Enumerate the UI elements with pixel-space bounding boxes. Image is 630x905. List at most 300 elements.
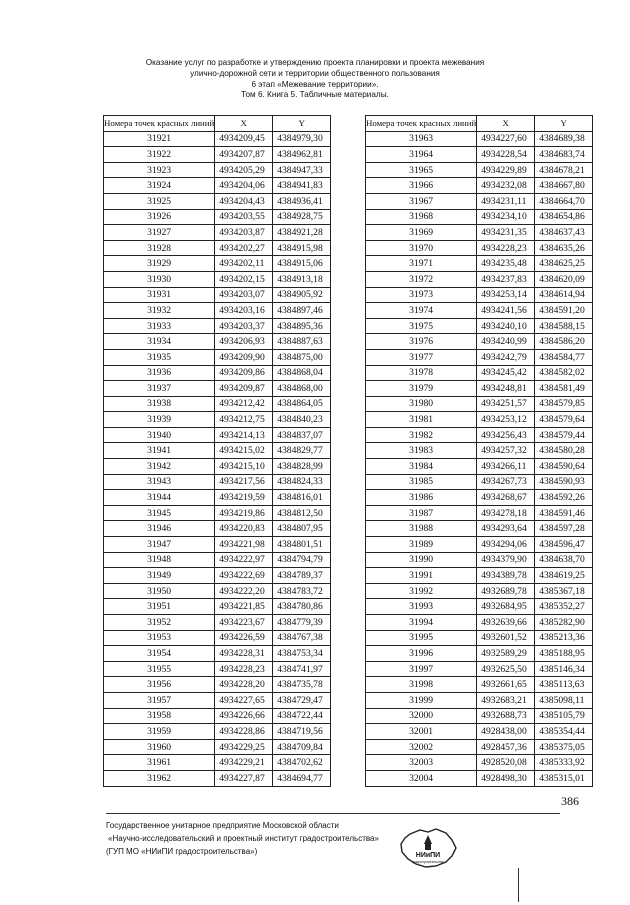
cell-point-number: 31940 (104, 427, 215, 443)
cell-point-number: 31954 (104, 646, 215, 662)
cell-point-number: 31949 (104, 568, 215, 584)
cell-x: 4934203,07 (215, 287, 273, 303)
cell-point-number: 31974 (366, 303, 477, 319)
cell-point-number: 31978 (366, 365, 477, 381)
cell-y: 4385146,34 (535, 661, 593, 677)
cell-x: 4934222,97 (215, 552, 273, 568)
cell-y: 4384824,33 (273, 474, 331, 490)
cell-point-number: 31956 (104, 677, 215, 693)
cell-x: 4934220,83 (215, 521, 273, 537)
cell-x: 4934209,86 (215, 365, 273, 381)
cell-point-number: 31981 (366, 412, 477, 428)
header-line-2: улично-дорожной сети и территории общественного пользования (190, 68, 440, 78)
table-row (104, 615, 331, 631)
cell-x: 4934229,25 (215, 739, 273, 755)
cell-point-number: 31979 (366, 381, 477, 397)
cell-x: 4934215,10 (215, 459, 273, 475)
table-row (104, 349, 331, 365)
cell-point-number: 31922 (104, 147, 215, 163)
cell-point-number: 31983 (366, 443, 477, 459)
table-row (104, 630, 331, 646)
cell-y: 4384828,99 (273, 459, 331, 475)
cell-point-number: 31925 (104, 193, 215, 209)
institute-logo (396, 826, 460, 870)
table-row (104, 739, 331, 755)
cell-y: 4384868,00 (273, 381, 331, 397)
table-row (104, 427, 331, 443)
cell-point-number: 31989 (366, 537, 477, 553)
cell-point-number: 31950 (104, 583, 215, 599)
cell-x: 4934219,86 (215, 505, 273, 521)
cell-x: 4932684,95 (477, 599, 535, 615)
cell-x: 4934204,06 (215, 178, 273, 194)
cell-y: 4384905,92 (273, 287, 331, 303)
cell-point-number: 31939 (104, 412, 215, 428)
cell-x: 4934228,23 (477, 240, 535, 256)
cell-x: 4934253,12 (477, 412, 535, 428)
cell-point-number: 31991 (366, 568, 477, 584)
table-row (104, 240, 331, 256)
cell-point-number: 31941 (104, 443, 215, 459)
table-row (104, 490, 331, 506)
table-row (366, 303, 593, 319)
cell-point-number: 31992 (366, 583, 477, 599)
table-row (104, 537, 331, 553)
cell-y: 4384794,79 (273, 552, 331, 568)
cell-y: 4384625,25 (535, 256, 593, 272)
table-body-right (366, 131, 593, 786)
cell-y: 4384840,23 (273, 412, 331, 428)
cell-point-number: 31932 (104, 303, 215, 319)
cell-point-number: 31969 (366, 225, 477, 241)
table-row (104, 147, 331, 163)
cell-y: 4384864,05 (273, 396, 331, 412)
cell-x: 4934241,56 (477, 303, 535, 319)
cell-y: 4384915,06 (273, 256, 331, 272)
table-header-row (104, 116, 331, 132)
cell-point-number: 31964 (366, 147, 477, 163)
cell-x: 4934267,73 (477, 474, 535, 490)
cell-point-number: 31936 (104, 365, 215, 381)
cell-point-number: 31973 (366, 287, 477, 303)
table-row (366, 692, 593, 708)
cell-y: 4384619,25 (535, 568, 593, 584)
column-header-number: Номера точек красных линий (104, 116, 215, 132)
cell-x: 4934379,90 (477, 552, 535, 568)
cell-x: 4934242,79 (477, 349, 535, 365)
table-row (104, 552, 331, 568)
cell-x: 4934209,90 (215, 349, 273, 365)
table-row (104, 724, 331, 740)
cell-point-number: 31931 (104, 287, 215, 303)
cell-x: 4934203,87 (215, 225, 273, 241)
cell-y: 4384590,93 (535, 474, 593, 490)
cell-point-number: 31928 (104, 240, 215, 256)
cell-y: 4384581,49 (535, 381, 593, 397)
cell-x: 4932683,21 (477, 692, 535, 708)
cell-y: 4385105,79 (535, 708, 593, 724)
table-row (366, 724, 593, 740)
cell-x: 4934226,66 (215, 708, 273, 724)
table-header-row (366, 116, 593, 132)
cell-y: 4385333,92 (535, 755, 593, 771)
table-row (366, 287, 593, 303)
cell-x: 4934206,93 (215, 334, 273, 350)
table-row (104, 708, 331, 724)
footer-line-2: «Научно-исследовательский и проектный институт градостроительства» (108, 834, 379, 843)
cell-x: 4934227,65 (215, 692, 273, 708)
footer-line-1: Государственное унитарное предприятие Московской области (106, 821, 339, 830)
cell-y: 4385352,27 (535, 599, 593, 615)
cell-y: 4384654,86 (535, 209, 593, 225)
cell-point-number: 31982 (366, 427, 477, 443)
cell-x: 4934204,43 (215, 193, 273, 209)
table-row (104, 225, 331, 241)
cell-x: 4934228,20 (215, 677, 273, 693)
cell-x: 4934232,08 (477, 178, 535, 194)
logo-text-2: градостроительства (412, 860, 444, 864)
cell-x: 4934240,99 (477, 334, 535, 350)
cell-x: 4934240,10 (477, 318, 535, 334)
cell-x: 4934231,11 (477, 193, 535, 209)
cell-x: 4934203,55 (215, 209, 273, 225)
cell-x: 4928498,30 (477, 770, 535, 786)
cell-y: 4384753,34 (273, 646, 331, 662)
cell-x: 4934229,89 (477, 162, 535, 178)
cell-point-number: 31921 (104, 131, 215, 147)
cell-point-number: 31946 (104, 521, 215, 537)
cell-point-number: 31987 (366, 505, 477, 521)
cell-x: 4934222,20 (215, 583, 273, 599)
cell-y: 4384780,86 (273, 599, 331, 615)
table-row (366, 443, 593, 459)
cell-x: 4934248,81 (477, 381, 535, 397)
table-row (104, 677, 331, 693)
table-row (366, 630, 593, 646)
cell-y: 4384667,80 (535, 178, 593, 194)
table-row (104, 287, 331, 303)
cell-x: 4928438,00 (477, 724, 535, 740)
cell-point-number: 31926 (104, 209, 215, 225)
cell-x: 4932661,65 (477, 677, 535, 693)
cell-point-number: 32004 (366, 770, 477, 786)
table-row (104, 646, 331, 662)
cell-x: 4934217,56 (215, 474, 273, 490)
cell-x: 4934251,57 (477, 396, 535, 412)
cell-y: 4384915,98 (273, 240, 331, 256)
cell-x: 4934203,16 (215, 303, 273, 319)
table-row (104, 505, 331, 521)
table-row (104, 521, 331, 537)
cell-point-number: 32003 (366, 755, 477, 771)
table-row (366, 583, 593, 599)
cell-y: 4384620,09 (535, 271, 593, 287)
cell-y: 4384580,28 (535, 443, 593, 459)
cell-point-number: 31966 (366, 178, 477, 194)
cell-x: 4934389,78 (477, 568, 535, 584)
cell-point-number: 31933 (104, 318, 215, 334)
cell-y: 4384689,38 (535, 131, 593, 147)
cell-point-number: 31930 (104, 271, 215, 287)
cell-x: 4928457,36 (477, 739, 535, 755)
cell-x: 4934221,85 (215, 599, 273, 615)
table-row (104, 661, 331, 677)
cell-x: 4934215,02 (215, 443, 273, 459)
table-row (366, 256, 593, 272)
cell-y: 4384709,84 (273, 739, 331, 755)
cell-y: 4385282,90 (535, 615, 593, 631)
cell-y: 4384735,78 (273, 677, 331, 693)
cell-x: 4934231,35 (477, 225, 535, 241)
cell-y: 4384829,77 (273, 443, 331, 459)
cell-y: 4384897,46 (273, 303, 331, 319)
cell-y: 4384801,51 (273, 537, 331, 553)
cell-point-number: 32000 (366, 708, 477, 724)
cell-point-number: 31975 (366, 318, 477, 334)
cell-y: 4384789,37 (273, 568, 331, 584)
cell-point-number: 31924 (104, 178, 215, 194)
table-row (104, 209, 331, 225)
cell-y: 4384779,39 (273, 615, 331, 631)
cell-y: 4384591,46 (535, 505, 593, 521)
cell-x: 4934228,54 (477, 147, 535, 163)
cell-point-number: 31943 (104, 474, 215, 490)
cell-point-number: 31923 (104, 162, 215, 178)
cell-y: 4385113,63 (535, 677, 593, 693)
cell-y: 4384979,30 (273, 131, 331, 147)
cell-point-number: 31968 (366, 209, 477, 225)
cell-y: 4384719,56 (273, 724, 331, 740)
cell-y: 4384729,47 (273, 692, 331, 708)
cell-x: 4934245,42 (477, 365, 535, 381)
cell-point-number: 31935 (104, 349, 215, 365)
cell-y: 4384767,38 (273, 630, 331, 646)
cell-x: 4934205,29 (215, 162, 273, 178)
table-row (366, 708, 593, 724)
cell-point-number: 31963 (366, 131, 477, 147)
cell-point-number: 31995 (366, 630, 477, 646)
cell-point-number: 31999 (366, 692, 477, 708)
cell-point-number: 31970 (366, 240, 477, 256)
table-row (366, 677, 593, 693)
table-row (104, 568, 331, 584)
table-row (366, 334, 593, 350)
cell-x: 4934257,32 (477, 443, 535, 459)
table-row (104, 474, 331, 490)
table-row (366, 349, 593, 365)
cell-point-number: 31971 (366, 256, 477, 272)
cell-y: 4384637,43 (535, 225, 593, 241)
cell-x: 4934202,15 (215, 271, 273, 287)
table-row (366, 552, 593, 568)
column-header-x: X (215, 116, 273, 132)
cell-x: 4934212,75 (215, 412, 273, 428)
cell-x: 4928520,08 (477, 755, 535, 771)
table-row (366, 490, 593, 506)
cell-x: 4934278,18 (477, 505, 535, 521)
table-row (366, 505, 593, 521)
cell-point-number: 31998 (366, 677, 477, 693)
cell-y: 4385367,18 (535, 583, 593, 599)
cell-point-number: 32001 (366, 724, 477, 740)
table-row (366, 193, 593, 209)
cell-point-number: 31980 (366, 396, 477, 412)
table-row (104, 131, 331, 147)
document-header (90, 58, 540, 101)
cell-y: 4384588,15 (535, 318, 593, 334)
cell-x: 4934227,87 (215, 770, 273, 786)
cell-x: 4934228,86 (215, 724, 273, 740)
cell-x: 4934234,10 (477, 209, 535, 225)
table-row (366, 427, 593, 443)
cell-point-number: 31944 (104, 490, 215, 506)
cell-point-number: 31965 (366, 162, 477, 178)
cell-y: 4384614,94 (535, 287, 593, 303)
cell-y: 4384783,72 (273, 583, 331, 599)
cell-x: 4934268,67 (477, 490, 535, 506)
table-row (104, 256, 331, 272)
table-row (366, 240, 593, 256)
logo-text-1: НИиПИ (415, 852, 441, 859)
cell-x: 4934212,42 (215, 396, 273, 412)
table-row (366, 396, 593, 412)
cell-point-number: 31952 (104, 615, 215, 631)
cell-x: 4934223,67 (215, 615, 273, 631)
coordinates-table-left (103, 115, 331, 787)
table-row (104, 583, 331, 599)
column-header-number: Номера точек красных линий (366, 116, 477, 132)
column-header-y: Y (273, 116, 331, 132)
cell-point-number: 31997 (366, 661, 477, 677)
table-row (366, 537, 593, 553)
cell-y: 4384591,20 (535, 303, 593, 319)
cell-x: 4934253,14 (477, 287, 535, 303)
cell-y: 4384586,20 (535, 334, 593, 350)
cell-point-number: 32002 (366, 739, 477, 755)
cell-y: 4384635,26 (535, 240, 593, 256)
cell-x: 4934227,60 (477, 131, 535, 147)
table-row (104, 396, 331, 412)
cell-x: 4934222,69 (215, 568, 273, 584)
table-row (104, 692, 331, 708)
cell-y: 4384928,75 (273, 209, 331, 225)
table-row (104, 365, 331, 381)
table-row (366, 599, 593, 615)
table-row (104, 459, 331, 475)
header-line-3: 6 этап «Межевание территории». (251, 79, 379, 89)
cell-x: 4934209,87 (215, 381, 273, 397)
cell-point-number: 31947 (104, 537, 215, 553)
table-row (366, 147, 593, 163)
cell-point-number: 31951 (104, 599, 215, 615)
cell-x: 4932688,73 (477, 708, 535, 724)
cell-y: 4384592,26 (535, 490, 593, 506)
cell-x: 4934228,31 (215, 646, 273, 662)
footer-line-3: (ГУП МО «НИиПИ градостроительства») (106, 847, 258, 856)
table-row (104, 770, 331, 786)
cell-point-number: 31929 (104, 256, 215, 272)
cell-point-number: 31962 (104, 770, 215, 786)
table-row (366, 521, 593, 537)
cell-y: 4384913,18 (273, 271, 331, 287)
cell-x: 4932601,52 (477, 630, 535, 646)
cell-y: 4384683,74 (535, 147, 593, 163)
header-line-1: Оказание услуг по разработке и утверждению проекта планировки и проекта межевания (145, 58, 485, 67)
table-row (104, 599, 331, 615)
cell-y: 4384936,41 (273, 193, 331, 209)
cell-y: 4384678,21 (535, 162, 593, 178)
cell-point-number: 31967 (366, 193, 477, 209)
cell-x: 4934237,83 (477, 271, 535, 287)
scan-artifact-line (518, 868, 519, 902)
footer-divider (106, 813, 560, 814)
cell-point-number: 31977 (366, 349, 477, 365)
cell-x: 4932589,29 (477, 646, 535, 662)
table-row (366, 209, 593, 225)
cell-y: 4384638,70 (535, 552, 593, 568)
cell-x: 4934229,21 (215, 755, 273, 771)
cell-point-number: 31960 (104, 739, 215, 755)
cell-point-number: 31945 (104, 505, 215, 521)
cell-y: 4384584,77 (535, 349, 593, 365)
table-row (366, 162, 593, 178)
cell-x: 4934214,13 (215, 427, 273, 443)
cell-y: 4385098,11 (535, 692, 593, 708)
cell-x: 4934207,87 (215, 147, 273, 163)
table-row (104, 162, 331, 178)
cell-point-number: 31985 (366, 474, 477, 490)
table-row (104, 412, 331, 428)
table-row (104, 443, 331, 459)
header-line-4: Том 6. Книга 5. Табличные материалы. (241, 90, 389, 100)
cell-point-number: 31958 (104, 708, 215, 724)
cell-y: 4384941,83 (273, 178, 331, 194)
cell-x: 4934219,59 (215, 490, 273, 506)
coordinates-table-right (365, 115, 593, 787)
cell-y: 4384807,95 (273, 521, 331, 537)
cell-y: 4384812,50 (273, 505, 331, 521)
cell-x: 4934266,11 (477, 459, 535, 475)
table-row (366, 412, 593, 428)
cell-y: 4385315,01 (535, 770, 593, 786)
cell-point-number: 31937 (104, 381, 215, 397)
cell-y: 4384590,64 (535, 459, 593, 475)
table-row (104, 178, 331, 194)
cell-y: 4384597,28 (535, 521, 593, 537)
cell-point-number: 31961 (104, 755, 215, 771)
table-row (104, 381, 331, 397)
column-header-x: X (477, 116, 535, 132)
cell-point-number: 31988 (366, 521, 477, 537)
cell-x: 4934209,45 (215, 131, 273, 147)
cell-y: 4384722,44 (273, 708, 331, 724)
table-row (366, 755, 593, 771)
cell-point-number: 31972 (366, 271, 477, 287)
cell-y: 4384887,63 (273, 334, 331, 350)
cell-point-number: 31990 (366, 552, 477, 568)
cell-y: 4384694,77 (273, 770, 331, 786)
cell-y: 4384947,33 (273, 162, 331, 178)
cell-y: 4385354,44 (535, 724, 593, 740)
cell-point-number: 31959 (104, 724, 215, 740)
table-row (366, 459, 593, 475)
cell-point-number: 31957 (104, 692, 215, 708)
table-row (104, 303, 331, 319)
cell-y: 4384875,00 (273, 349, 331, 365)
table-body-left (104, 131, 331, 786)
table-row (366, 568, 593, 584)
cell-y: 4385213,36 (535, 630, 593, 646)
